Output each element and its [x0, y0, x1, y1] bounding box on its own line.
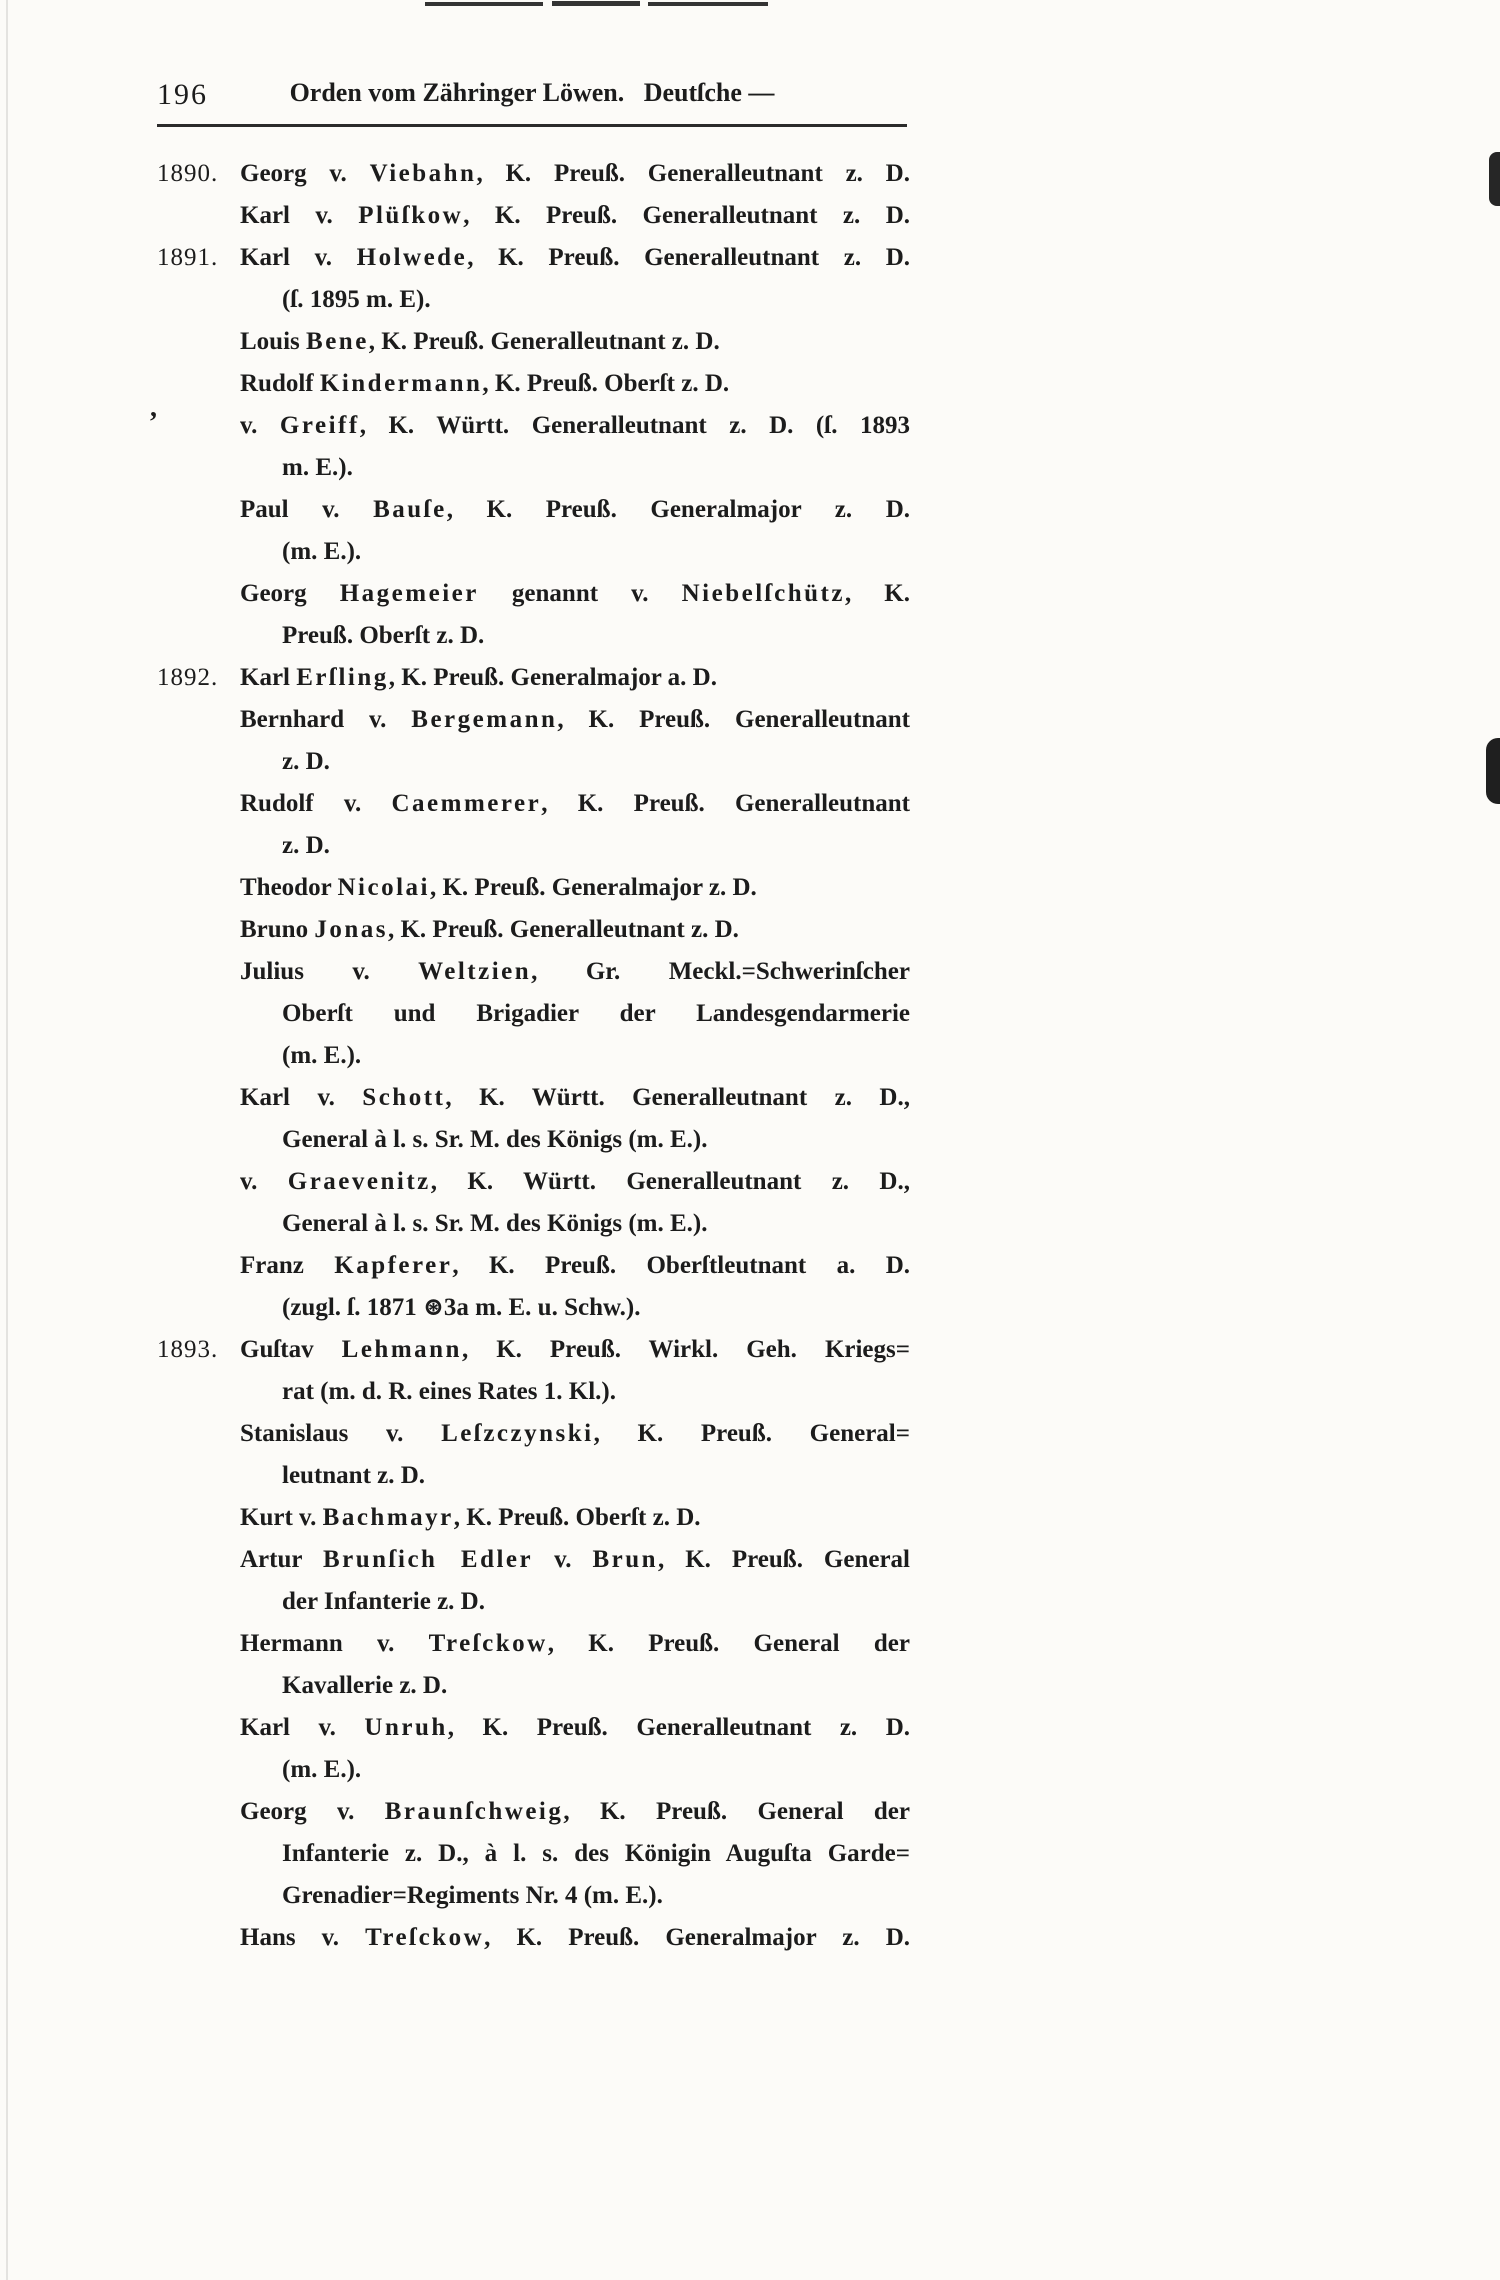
entry-text — [240, 496, 910, 523]
entry-text-segment: , K. Preuß. Generalmajor a. D. — [388, 664, 717, 691]
entry-line — [240, 279, 910, 321]
entry-text — [282, 1672, 447, 1699]
entry-text-segment: m. E.). — [282, 454, 353, 481]
entry-line — [240, 1203, 910, 1245]
entry-line — [240, 741, 910, 783]
scan-artifact-top-dash — [648, 2, 768, 6]
entry-text-segment: z. D. — [282, 832, 330, 859]
entry-line — [240, 1497, 910, 1539]
entry-text-segment: Karl v. — [240, 244, 357, 271]
entry-line — [240, 1119, 910, 1161]
entry-text-segment: Karl — [240, 664, 297, 691]
entry-text-segment: , K. Preuß. General — [658, 1546, 911, 1573]
entry-text-segment: , K. Preuß. General der — [547, 1630, 910, 1657]
entry-text-segment: (m. E.). — [282, 1756, 362, 1783]
entry-text-segment: Hermann v. — [240, 1630, 429, 1657]
entry-text-segment: , K. Württ. Generalleutnant z. D., — [430, 1168, 910, 1195]
entry-text — [282, 538, 361, 565]
entry-line — [240, 531, 910, 573]
entry-text — [240, 1420, 910, 1447]
entry-text-segment: General à l. s. Sr. M. des Königs (m. E.). — [282, 1126, 708, 1153]
running-header: Orden vom Zähringer Löwen. Deutſche — — [289, 78, 775, 107]
entry-text-segment: Kavallerie z. D. — [282, 1672, 448, 1699]
entry-text-segment: Bernhard v. — [240, 706, 412, 733]
scan-artifact-top-dash — [425, 2, 543, 6]
entry-name: Holwede — [356, 244, 468, 271]
scan-artifact-right-edge — [1486, 738, 1500, 804]
entry-text-segment: , K. Preuß. Generalleutnant z. D. — [387, 916, 739, 943]
entry-text-segment: , K. Preuß. Oberſt z. D. — [482, 370, 730, 397]
entry-text — [240, 1084, 910, 1111]
entry-line — [240, 1707, 910, 1749]
entry-name: Bergemann — [411, 706, 558, 733]
entry-text — [282, 1126, 707, 1153]
entry-text — [240, 412, 910, 439]
entry-text — [240, 706, 910, 733]
entry-text-segment: , K. Preuß. Oberſtleutnant a. D. — [452, 1252, 910, 1279]
entry-text — [282, 286, 431, 313]
entry-name: Caemmerer — [391, 790, 542, 817]
entry-name: Braunſchweig — [384, 1798, 564, 1825]
entry-line — [240, 363, 910, 405]
entry-text-segment: Theodor — [240, 874, 338, 901]
entry-name: Erſling — [296, 664, 389, 691]
entry-name: Brunſich Edler — [322, 1546, 534, 1573]
entry-name: Bauſe — [373, 496, 447, 523]
entry-text-segment: Preuß. Oberſt z. D. — [282, 622, 485, 649]
entry-line — [240, 1833, 910, 1875]
entry-text-segment: der Infanterie z. D. — [282, 1588, 485, 1615]
entry-text-segment: Franz — [240, 1252, 335, 1279]
entry-line — [240, 1875, 910, 1917]
entry-line — [240, 1581, 910, 1623]
entry-name: Treſckow — [428, 1630, 548, 1657]
entry-name: Hagemeier — [339, 580, 479, 607]
entry-text — [282, 1294, 640, 1321]
entry-year-label: 1891. — [157, 244, 219, 271]
entry-text-segment: , K. Württ. Generalleutnant z. D. (ſ. 1893 — [359, 412, 910, 439]
entry-text-segment: Rudolf v. — [240, 790, 392, 817]
entry-text-segment: , K. Preuß. Generalleutnant z. D. — [368, 328, 720, 355]
entry-text-segment: Karl v. — [240, 1084, 363, 1111]
entry-text — [240, 664, 717, 691]
entry-text-segment: Artur — [240, 1546, 323, 1573]
scan-artifact-left-edge — [6, 0, 8, 2280]
entry-line — [240, 1917, 910, 1959]
entry-name: Bene — [306, 328, 369, 355]
entry-line — [240, 1287, 910, 1329]
entry-text — [240, 244, 910, 271]
entry-name: Schott — [362, 1084, 446, 1111]
entry-text — [240, 1798, 910, 1825]
entry-name: Graevenitz — [287, 1168, 431, 1195]
entry-text — [240, 1924, 910, 1951]
entry-text-segment: , K. Preuß. Wirkl. Geh. Kriegs= — [461, 1336, 910, 1363]
header-rule — [157, 124, 907, 127]
entry-text — [240, 790, 910, 817]
entry-text-segment: v. — [240, 1168, 288, 1195]
entry-text — [240, 874, 757, 901]
entry-text — [282, 748, 330, 775]
entry-text — [240, 958, 910, 985]
entry-text-segment: , K. Preuß. Generalleutnant z. D. — [463, 202, 910, 229]
entry-text-segment: , K. Preuß. Generalleutnant — [541, 790, 910, 817]
entry-text-segment: Julius v. — [240, 958, 419, 985]
scan-artifact-top-dash — [552, 1, 640, 6]
entry-line — [240, 993, 910, 1035]
entry-text-segment: v. — [240, 412, 280, 439]
entry-text — [240, 1336, 910, 1363]
entry-name: Leſzczynski — [441, 1420, 594, 1447]
entry-name: Jonas — [314, 916, 388, 943]
entry-list — [157, 153, 911, 1959]
entry-line — [240, 195, 910, 237]
entry-name: Lehmann — [341, 1336, 462, 1363]
entry-text-segment: Kurt v. — [240, 1504, 323, 1531]
entry-text — [282, 1756, 361, 1783]
entry-text-segment: (m. E.). — [282, 538, 362, 565]
entry-text-segment: , K. Preuß. Generalmajor z. D. — [429, 874, 757, 901]
entry-name: Greiff — [279, 412, 360, 439]
entry-line — [240, 405, 910, 447]
entry-text-segment: , K. — [844, 580, 910, 607]
entry-text-segment: , K. Preuß. General der — [563, 1798, 910, 1825]
entry-text-segment: (zugl. ſ. 1871 ⊛3a m. E. u. Schw.). — [282, 1294, 641, 1321]
entry-name: Nicolai — [337, 874, 430, 901]
entry-line — [240, 1665, 910, 1707]
entry-line — [240, 1245, 910, 1287]
entry-line — [240, 1791, 910, 1833]
entry-text — [240, 1714, 910, 1741]
entry-text — [240, 1504, 701, 1531]
entry-line — [157, 1329, 910, 1371]
entry-text-segment: Georg — [240, 580, 340, 607]
margin-stray-mark: , — [150, 392, 157, 423]
entry-text — [282, 1588, 485, 1615]
entry-text-segment: leutnant z. D. — [282, 1462, 426, 1489]
entry-line — [240, 573, 910, 615]
entry-text-segment: , K. Preuß. Generalmajor z. D. — [484, 1924, 910, 1951]
entry-text — [282, 1210, 707, 1237]
entry-line — [240, 447, 910, 489]
entry-text-segment: z. D. — [282, 748, 330, 775]
entry-text — [240, 1546, 910, 1573]
entry-line — [240, 1623, 910, 1665]
entry-text — [282, 1840, 910, 1867]
entry-line — [240, 1161, 910, 1203]
scan-artifact-right-edge — [1489, 152, 1500, 206]
entry-text-segment: rat (m. d. R. eines Rates 1. Kl.). — [282, 1378, 616, 1405]
entry-line — [240, 1371, 910, 1413]
entry-text — [240, 1252, 910, 1279]
entry-text-segment: (ſ. 1895 m. E). — [282, 286, 431, 313]
entry-line — [240, 1035, 910, 1077]
entry-text — [240, 328, 720, 355]
entry-text-segment: Bruno — [240, 916, 315, 943]
entry-line — [240, 783, 910, 825]
entry-text-segment: Georg v. — [240, 160, 370, 187]
entry-text-segment: Infanterie z. D., à l. s. des Königin Auguſta Garde= — [282, 1840, 910, 1867]
entry-line — [240, 825, 910, 867]
entry-name: Niebelſchütz — [681, 580, 845, 607]
entry-text-segment: , K. Preuß. Generalleutnant — [557, 706, 910, 733]
entry-text-segment: General à l. s. Sr. M. des Königs (m. E.). — [282, 1210, 708, 1237]
page-header — [157, 78, 907, 116]
entry-line — [240, 615, 910, 657]
entry-name: Unruh — [364, 1714, 448, 1741]
entry-text-segment: Oberſt und Brigadier der Landesgendarmerie — [282, 1000, 910, 1027]
entry-line — [157, 237, 911, 279]
entry-text-segment: Hans v. — [240, 1924, 366, 1951]
entry-line — [240, 867, 910, 909]
entry-text — [240, 916, 739, 943]
page-content — [157, 78, 911, 1959]
entry-line — [240, 1749, 910, 1791]
entry-line — [240, 1413, 910, 1455]
entry-text — [282, 1882, 663, 1909]
entry-line — [240, 1077, 910, 1119]
entry-line — [240, 699, 910, 741]
entry-line — [240, 321, 910, 363]
entry-name: Viebahn — [369, 160, 477, 187]
entry-line — [240, 951, 910, 993]
entry-text — [282, 832, 330, 859]
entry-text — [240, 580, 910, 607]
entry-text-segment: Guſtav — [240, 1336, 342, 1363]
entry-text-segment: Louis — [240, 328, 307, 355]
entry-text — [240, 1168, 910, 1195]
entry-text — [282, 1462, 425, 1489]
entry-text-segment: , Gr. Meckl.=Schwerinſcher — [531, 958, 910, 985]
entry-line — [240, 1455, 910, 1497]
entry-name: Plüſkow — [358, 202, 464, 229]
entry-year-label: 1892. — [157, 664, 219, 691]
entry-text-segment: , K. Preuß. General= — [593, 1420, 910, 1447]
entry-line — [240, 909, 910, 951]
entry-text-segment: , K. Preuß. Generalleutnant z. D. — [447, 1714, 910, 1741]
entry-name: Kapferer — [334, 1252, 453, 1279]
entry-text — [282, 1000, 910, 1027]
entry-text-segment: (m. E.). — [282, 1042, 362, 1069]
entry-text-segment: , K. Württ. Generalleutnant z. D., — [445, 1084, 910, 1111]
entry-text-segment: Georg v. — [240, 1798, 385, 1825]
entry-line — [240, 1539, 910, 1581]
entry-text-segment: , K. Preuß. Generalleutnant z. D. — [467, 244, 911, 271]
entry-name: Weltzien — [418, 958, 532, 985]
entry-line — [240, 489, 910, 531]
entry-text-segment: Grenadier=Regiments Nr. 4 (m. E.). — [282, 1882, 663, 1909]
entry-text — [240, 370, 729, 397]
entry-text — [282, 622, 484, 649]
entry-name: Treſckow — [365, 1924, 485, 1951]
entry-text — [282, 1042, 361, 1069]
entry-name: Bachmayr — [322, 1504, 454, 1531]
entry-text-segment: Stanislaus v. — [240, 1420, 442, 1447]
entry-text — [282, 454, 353, 481]
entry-text-segment: v. — [533, 1546, 593, 1573]
entry-name: Brun — [592, 1546, 659, 1573]
entry-year-label: 1893. — [157, 1336, 219, 1363]
entry-text — [240, 160, 910, 187]
entry-text-segment: , K. Preuß. Oberſt z. D. — [453, 1504, 701, 1531]
entry-text — [240, 1630, 910, 1657]
page-number: 196 — [157, 78, 208, 111]
entry-year-label: 1890. — [157, 160, 219, 187]
entry-text-segment: , K. Preuß. Generalleutnant z. D. — [476, 160, 910, 187]
entry-line — [157, 153, 910, 195]
entry-text-segment: Karl v. — [240, 1714, 365, 1741]
entry-text-segment: , K. Preuß. Generalmajor z. D. — [446, 496, 910, 523]
entry-name: Kindermann — [319, 370, 483, 397]
entry-text-segment: Rudolf — [240, 370, 320, 397]
entry-text — [240, 202, 910, 229]
entry-line — [157, 657, 910, 699]
entry-text-segment: Paul v. — [240, 496, 374, 523]
entry-text-segment: Karl v. — [240, 202, 359, 229]
entry-text-segment: genannt v. — [478, 580, 682, 607]
entry-text — [282, 1378, 616, 1405]
